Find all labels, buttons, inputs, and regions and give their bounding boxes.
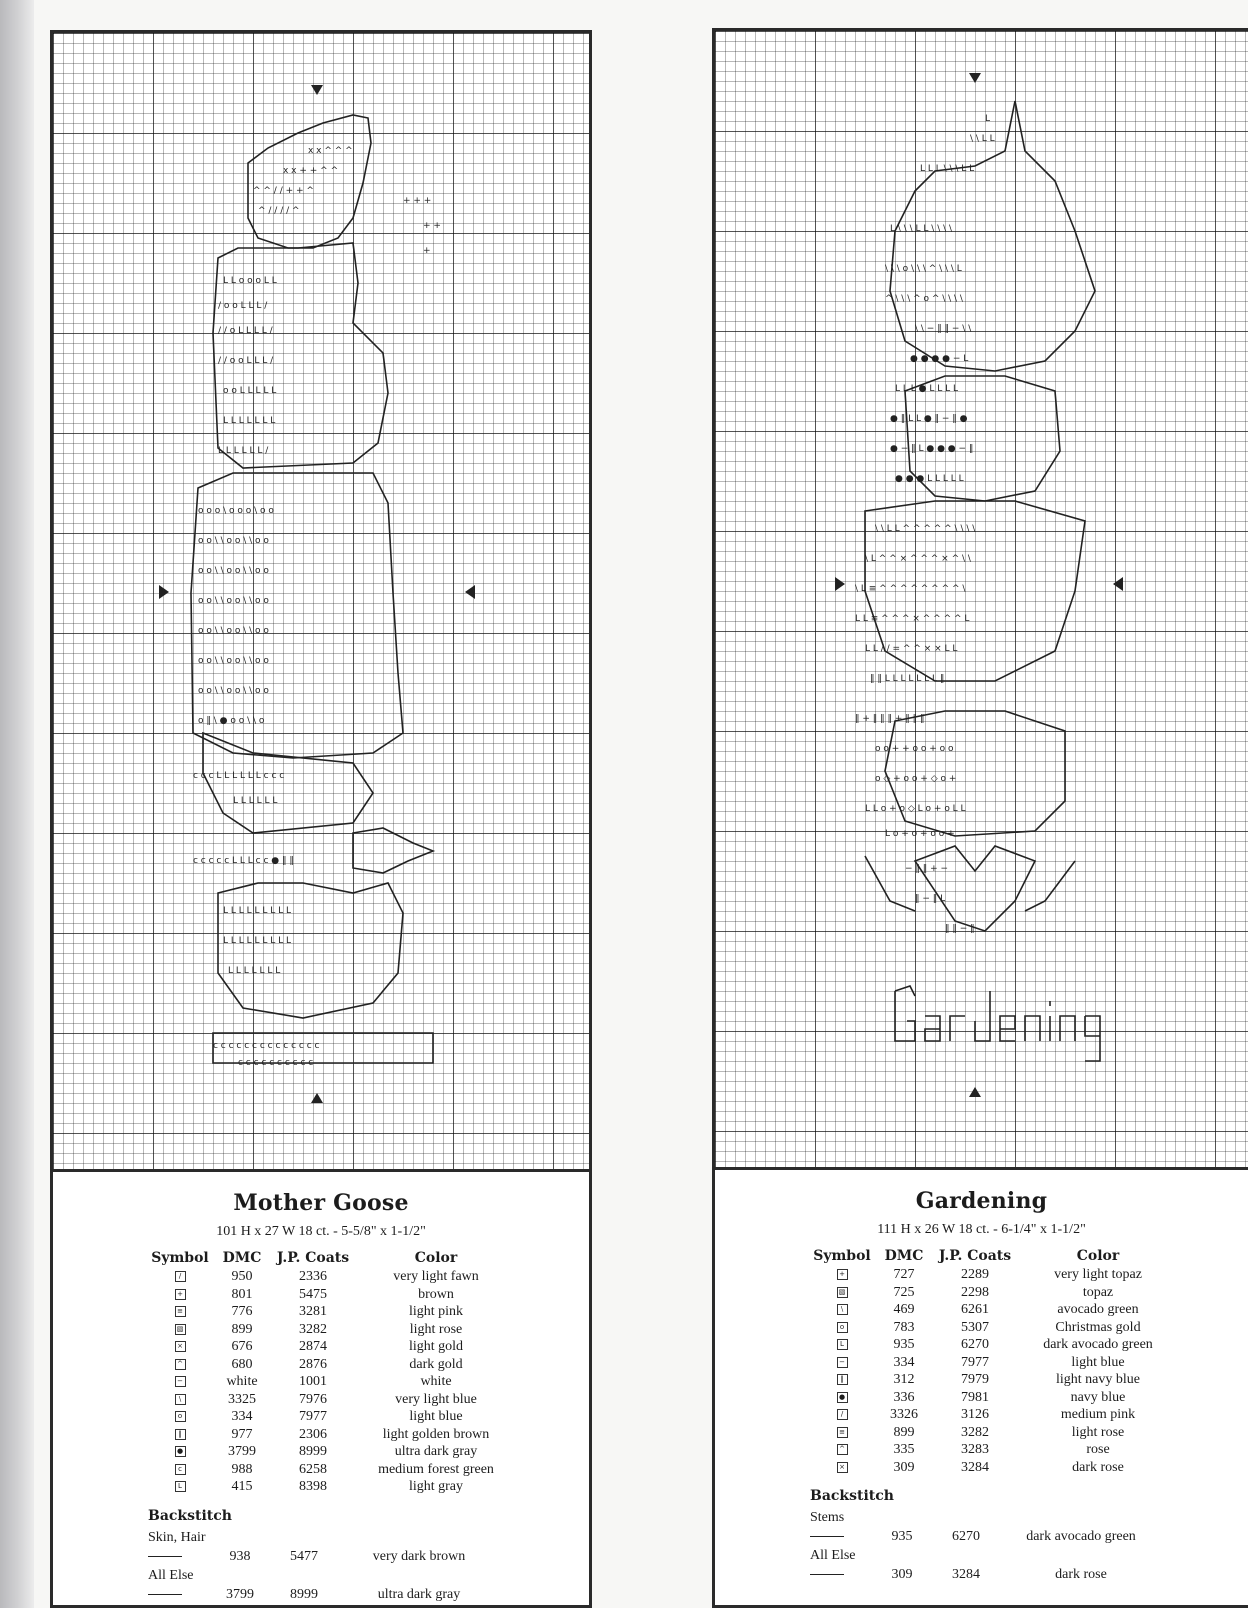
- svg-text:o o L L L L L: o o L L L L L: [223, 386, 277, 396]
- legend-row: [807, 1389, 1177, 1407]
- svg-text:‖ ‖ − ‖: ‖ ‖ − ‖: [945, 924, 975, 934]
- chart-specs: 111 H x 26 W 18 ct. - 6-1/4" x 1-1/2": [877, 1222, 1086, 1237]
- backstitch-line-icon: [810, 1574, 844, 1575]
- backstitch-line-icon: [148, 1556, 182, 1557]
- legend-row: [807, 1371, 1177, 1389]
- legend-dmc: 977: [231, 1426, 253, 1442]
- svg-text:c c c c c L L L c c ● ‖ ‖: c c c c c L L L c c ● ‖ ‖: [193, 856, 294, 866]
- svg-text:+ +: + +: [423, 221, 441, 231]
- legend-jp-coats: 3281: [299, 1304, 327, 1319]
- legend-row: [807, 1459, 1177, 1477]
- legend-color: light rose: [1071, 1424, 1125, 1440]
- svg-text:/ / o L L L L /: / / o L L L L /: [218, 326, 273, 336]
- legend-row: [807, 1319, 1177, 1337]
- stitch-symbol-icon: ^: [837, 1444, 848, 1455]
- svg-text:● − ‖ L ● ● ● − ‖: ● − ‖ L ● ● ● − ‖: [890, 444, 974, 454]
- chart-title: Mother Goose: [233, 1190, 409, 1216]
- legend-dmc: 334: [893, 1354, 915, 1370]
- gardening-stitch-grid: [715, 31, 1248, 1167]
- backstitch-jp: 6270: [952, 1529, 980, 1544]
- legend-symbol-cell: [145, 1478, 215, 1496]
- header-symbol: Symbol: [813, 1248, 871, 1264]
- legend-symbol-cell: [145, 1303, 215, 1321]
- legend-row: [145, 1268, 515, 1286]
- legend-color: dark avocado green: [1043, 1337, 1153, 1352]
- legend-dmc: 3326: [890, 1407, 918, 1422]
- backstitch-row: [148, 1547, 589, 1566]
- legend-jp-coats: 7976: [299, 1391, 327, 1407]
- legend-symbol-cell: [145, 1391, 215, 1409]
- bonnet-outline: [248, 115, 371, 248]
- mother-goose-chart-panel: [50, 30, 592, 1608]
- legend-color: dark gold: [409, 1356, 463, 1372]
- legend-symbol-cell: [807, 1284, 877, 1302]
- stitch-symbol-icon: −: [175, 1376, 186, 1387]
- legend-row: [807, 1301, 1177, 1319]
- stitch-symbol-icon: ^: [175, 1359, 186, 1370]
- stitch-symbols: [855, 114, 995, 934]
- backstitch-dmc: 935: [891, 1529, 913, 1544]
- legend-symbol-cell: [145, 1408, 215, 1426]
- backstitch-color: dark avocado green: [1026, 1529, 1136, 1544]
- legend-color: topaz: [1082, 1284, 1114, 1300]
- svg-text:o o \ \ o o \ \ o o: o o \ \ o o \ \ o o: [198, 536, 269, 546]
- svg-text:− ‖ ‖ + −: − ‖ ‖ + −: [905, 864, 949, 874]
- legend-symbol-cell: [807, 1406, 877, 1424]
- stitch-symbol-icon: \: [837, 1304, 848, 1315]
- legend-jp-coats: 6270: [961, 1337, 989, 1352]
- svg-text:+: +: [423, 246, 431, 256]
- legend-jp-coats: 2306: [299, 1426, 327, 1442]
- legend-jp-coats: 8398: [299, 1479, 327, 1494]
- legend-symbol-cell: [807, 1354, 877, 1372]
- legend-row: [145, 1286, 515, 1304]
- svg-text:x x ^ ^ ^: x x ^ ^ ^: [308, 146, 353, 156]
- legend-jp-coats: 7979: [961, 1372, 989, 1387]
- svg-text:L \ \ \ L L \ \ \ \: L \ \ \ L L \ \ \ \: [890, 224, 953, 234]
- backstitch-group-label: Skin, Hair: [148, 1529, 206, 1545]
- stitch-symbol-icon: ≡: [175, 1306, 186, 1317]
- stitch-symbol-icon: ▧: [837, 1287, 848, 1298]
- chart-specs: 101 H x 27 W 18 ct. - 5-5/8" x 1-1/2": [216, 1224, 426, 1239]
- svg-text:L L L ● L L L L: L L L ● L L L L: [895, 384, 958, 394]
- legend-row: [145, 1303, 515, 1321]
- legend-dmc: 3325: [228, 1391, 256, 1407]
- svg-text:x x + + ^ ^: x x + + ^ ^: [283, 166, 339, 176]
- legend-jp-coats: 3282: [299, 1321, 327, 1337]
- backstitch-color: dark rose: [1055, 1567, 1107, 1582]
- legend-row: [807, 1441, 1177, 1459]
- legend-dmc: 801: [231, 1286, 253, 1302]
- mother-goose-stitch-grid: [53, 33, 589, 1169]
- legend-row: [145, 1443, 515, 1461]
- svg-text:L L L \ \ \ L L: L L L \ \ \ L L: [920, 164, 975, 174]
- stitch-symbol-icon: +: [837, 1269, 848, 1280]
- legend-row: [145, 1426, 515, 1444]
- backstitch-dmc: 938: [229, 1548, 251, 1564]
- backstitch-row: [810, 1565, 1248, 1584]
- legend-dmc: 334: [231, 1409, 253, 1424]
- backstitch-group-label: All Else: [148, 1567, 194, 1583]
- stitch-symbol-icon: o: [175, 1411, 186, 1422]
- svg-text:\ L ^ ^ × ^ ^ ^ × ^ \ \: \ L ^ ^ × ^ ^ ^ × ^ \ \: [865, 554, 971, 564]
- gardening-chart-panel: [712, 28, 1248, 1608]
- legend-jp-coats: 7977: [961, 1354, 989, 1370]
- legend-jp-coats: 6258: [299, 1461, 327, 1477]
- legend-color: Christmas gold: [1055, 1319, 1141, 1335]
- legend-jp-coats: 1001: [299, 1374, 327, 1389]
- svg-text:c c c c c c c c c c c c c c: c c c c c c c c c c c c c c: [213, 1041, 320, 1051]
- legend-row: [145, 1478, 515, 1496]
- legend-dmc: 776: [231, 1304, 253, 1319]
- svg-text:\ \ − ‖ ‖ − \ \: \ \ − ‖ ‖ − \ \: [915, 324, 972, 334]
- svg-text:● ● ● ● − L: ● ● ● ● − L: [910, 354, 969, 364]
- goose-head-outline: [353, 828, 433, 873]
- stitch-symbol-icon: \: [175, 1394, 186, 1405]
- stitch-symbol-icon: ≡: [837, 1427, 848, 1438]
- legend-jp-coats: 2874: [299, 1339, 327, 1354]
- svg-text:L o + o + o o +: L o + o + o o +: [885, 829, 955, 839]
- color-legend-table: [145, 1246, 515, 1496]
- svg-text:‖ − ‖ L: ‖ − ‖ L: [915, 894, 946, 904]
- legend-row: [145, 1373, 515, 1391]
- legend-jp-coats: 2336: [299, 1269, 327, 1284]
- legend-dmc: 727: [893, 1267, 915, 1282]
- stems-outline: [915, 846, 1035, 931]
- book-binding-shadow: [0, 0, 34, 1608]
- svg-text:o o \ \ o o \ \ o o: o o \ \ o o \ \ o o: [198, 596, 269, 606]
- legend-color: light rose: [409, 1321, 463, 1337]
- legend-dmc: 950: [231, 1269, 253, 1284]
- stitch-symbol-icon: /: [175, 1271, 186, 1282]
- legend-symbol-cell: [807, 1319, 877, 1337]
- goose-outline: [218, 883, 403, 1018]
- legend-jp-coats: 2876: [299, 1356, 327, 1372]
- backstitch-group-label: All Else: [810, 1548, 856, 1563]
- stitch-symbol-icon: ×: [837, 1462, 848, 1473]
- legend-color: light gray: [408, 1479, 464, 1494]
- svg-text:^ \ \ \ ^ o ^ \ \ \ \: ^ \ \ \ ^ o ^ \ \ \ \: [885, 294, 963, 304]
- legend-row: [807, 1266, 1177, 1284]
- svg-text:\ \ L L: \ \ L L: [970, 134, 995, 144]
- svg-text:L L / / = ^ ^ × × L L: L L / / = ^ ^ × × L L: [865, 644, 958, 654]
- legend-jp-coats: 6261: [961, 1302, 989, 1317]
- legend-jp-coats: 5307: [961, 1319, 989, 1335]
- stitch-symbol-icon: ‖: [175, 1429, 186, 1440]
- stitch-symbol-icon: L: [837, 1339, 848, 1350]
- legend-dmc: 469: [893, 1302, 915, 1317]
- legend-jp-coats: 3126: [961, 1407, 989, 1422]
- svg-text:o ◇ + o o + ◇ o +: o ◇ + o o + ◇ o +: [875, 774, 957, 784]
- legend-color: very light topaz: [1054, 1267, 1142, 1282]
- legend-row: [145, 1408, 515, 1426]
- svg-text:L L o + o ◇ L o + o L L: L L o + o ◇ L o + o L L: [865, 804, 966, 814]
- legend-row: [145, 1338, 515, 1356]
- svg-text:o o \ \ o o \ \ o o: o o \ \ o o \ \ o o: [198, 656, 269, 666]
- svg-text:‖ ‖ L L L L L L L ‖: ‖ ‖ L L L L L L L ‖: [870, 674, 945, 684]
- header-jp-coats: J.P. Coats: [938, 1248, 1012, 1264]
- svg-text:^ ^ / / + + ^: ^ ^ / / + + ^: [253, 186, 314, 196]
- svg-text:c c c c c c c c c c: c c c c c c c c c c: [238, 1058, 314, 1068]
- legend-symbol-cell: [145, 1321, 215, 1339]
- legend-symbol-cell: [145, 1268, 215, 1286]
- stitch-symbol-icon: ●: [175, 1446, 186, 1457]
- color-legend-table: [807, 1244, 1177, 1476]
- legend-dmc: 309: [893, 1459, 915, 1475]
- header-dmc: DMC: [222, 1250, 262, 1266]
- legend-jp-coats: 5475: [299, 1286, 327, 1302]
- stitch-symbol-icon: ‖: [837, 1374, 848, 1385]
- backstitch-dmc: 3799: [226, 1586, 254, 1602]
- legend-dmc: 935: [893, 1337, 915, 1352]
- legend-color: medium pink: [1060, 1407, 1136, 1422]
- legend-symbol-cell: [145, 1373, 215, 1391]
- legend-dmc: 988: [231, 1461, 253, 1477]
- svg-text:● ‖ L L ● ‖ − ‖ ●: ● ‖ L L ● ‖ − ‖ ●: [890, 414, 968, 424]
- backstitch-line-icon: [148, 1594, 182, 1595]
- svg-text:L: L: [985, 114, 991, 124]
- legend-row: [807, 1354, 1177, 1372]
- legend-dmc: 415: [231, 1479, 253, 1494]
- legend-color: light blue: [409, 1409, 463, 1424]
- legend-color: light pink: [408, 1304, 464, 1319]
- center-markers: [159, 85, 475, 1103]
- backstitch-jp: 8999: [290, 1586, 318, 1602]
- legend-symbol-cell: [145, 1286, 215, 1304]
- mother-goose-color-key: [53, 1169, 589, 1605]
- legend-row: [145, 1356, 515, 1374]
- stitch-symbol-icon: L: [175, 1481, 186, 1492]
- legend-symbol-cell: [145, 1426, 215, 1444]
- svg-text:L L o o o L L: L L o o o L L: [223, 276, 277, 286]
- svg-text:o ‖ \ ● o o \ \ o: o ‖ \ ● o o \ \ o: [198, 716, 265, 726]
- backstitch-dmc: 309: [891, 1567, 913, 1582]
- legend-row: [145, 1321, 515, 1339]
- legend-jp-coats: 2289: [961, 1267, 989, 1282]
- stitch-symbol-icon: o: [837, 1322, 848, 1333]
- legend-jp-coats: 2298: [961, 1284, 989, 1300]
- backstitch-color: ultra dark gray: [377, 1586, 461, 1602]
- svg-text:+ + +: + + +: [403, 196, 432, 206]
- svg-text:L L L L L L /: L L L L L L /: [218, 446, 269, 456]
- legend-symbol-cell: [145, 1461, 215, 1479]
- gardening-pattern: [715, 31, 1248, 1167]
- backstitch-color: very dark brown: [372, 1548, 466, 1564]
- stitch-symbol-icon: ●: [837, 1392, 848, 1403]
- stitch-symbol-icon: /: [837, 1409, 848, 1420]
- svg-text:^ / / / / ^: ^ / / / / ^: [258, 206, 300, 216]
- legend-dmc: 680: [231, 1356, 253, 1372]
- legend-row: [807, 1424, 1177, 1442]
- legend-jp-coats: 3282: [961, 1424, 989, 1440]
- legend-color: light gold: [408, 1339, 464, 1354]
- legend-row: [807, 1284, 1177, 1302]
- legend-jp-coats: 8999: [299, 1444, 327, 1459]
- svg-text:c c c L L L L L L c c c: c c c L L L L L L c c c: [193, 771, 285, 781]
- stitch-symbol-icon: ×: [175, 1341, 186, 1352]
- svg-text:o o + + o o + o o: o o + + o o + o o: [875, 744, 954, 754]
- legend-row: [145, 1461, 515, 1479]
- gardening-lettering-art: [895, 986, 1100, 1061]
- apron-outline: [203, 733, 373, 833]
- legend-dmc: white: [226, 1374, 258, 1389]
- legend-row: [807, 1406, 1177, 1424]
- legend-symbol-cell: [807, 1301, 877, 1319]
- legend-color: light navy blue: [1056, 1372, 1140, 1387]
- stitch-symbol-icon: c: [175, 1464, 186, 1475]
- legend-jp-coats: 7977: [299, 1409, 327, 1424]
- legend-symbol-cell: [145, 1356, 215, 1374]
- legend-dmc: 335: [893, 1442, 915, 1457]
- header-color: Color: [414, 1250, 458, 1266]
- legend-color: brown: [418, 1286, 454, 1302]
- header-symbol: Symbol: [151, 1250, 209, 1266]
- svg-text:L L L L L L: L L L L L L: [233, 796, 278, 806]
- svg-text:\ L ≡ ^ ^ ^ ^ ^ ^ ^ ^ \: \ L ≡ ^ ^ ^ ^ ^ ^ ^ ^ \: [855, 584, 966, 594]
- stitch-symbol-icon: −: [837, 1357, 848, 1368]
- legend-dmc: 899: [231, 1321, 253, 1337]
- legend-symbol-cell: [807, 1389, 877, 1407]
- backstitch-heading: Backstitch: [148, 1507, 232, 1524]
- legend-dmc: 783: [893, 1319, 915, 1335]
- legend-symbol-cell: [807, 1336, 877, 1354]
- backstitch-jp: 5477: [290, 1548, 318, 1564]
- stitch-symbols: [193, 146, 441, 1068]
- legend-jp-coats: 3284: [961, 1459, 989, 1475]
- legend-dmc: 725: [893, 1284, 915, 1300]
- backstitch-jp: 3284: [952, 1567, 980, 1582]
- legend-symbol-cell: [807, 1441, 877, 1459]
- legend-dmc: 899: [893, 1424, 915, 1440]
- legend-symbol-cell: [807, 1371, 877, 1389]
- svg-text:L L L L L L L: L L L L L L L: [223, 416, 276, 426]
- svg-text:L L L L L L L L L: L L L L L L L L L: [223, 906, 292, 916]
- backstitch-row: [810, 1527, 1248, 1546]
- mother-goose-pattern: [53, 33, 589, 1169]
- svg-text:\ \ L L ^ ^ ^ ^ ^ \ \ \ \: \ \ L L ^ ^ ^ ^ ^ \ \ \ \: [875, 524, 976, 534]
- legend-dmc: 312: [893, 1372, 915, 1387]
- legend-symbol-cell: [145, 1443, 215, 1461]
- svg-text:o o \ \ o o \ \ o o: o o \ \ o o \ \ o o: [198, 626, 269, 636]
- legend-symbol-cell: [807, 1459, 877, 1477]
- backstitch-heading: Backstitch: [810, 1488, 894, 1504]
- backstitch-line-icon: [810, 1536, 844, 1537]
- svg-text:o o \ \ o o \ \ o o: o o \ \ o o \ \ o o: [198, 686, 269, 696]
- legend-row: [145, 1391, 515, 1409]
- svg-text:● ● ● L L L L L: ● ● ● L L L L L: [895, 474, 964, 484]
- legend-color: navy blue: [1070, 1389, 1126, 1405]
- svg-text:o o o \ o o o \ o o: o o o \ o o o \ o o: [198, 506, 274, 516]
- legend-color: dark rose: [1072, 1459, 1124, 1475]
- legend-color: medium forest green: [378, 1461, 494, 1477]
- legend-color: avocado green: [1057, 1302, 1139, 1317]
- legend-symbol-cell: [145, 1338, 215, 1356]
- stitch-symbol-icon: ▧: [175, 1324, 186, 1335]
- svg-text:o o \ \ o o \ \ o o: o o \ \ o o \ \ o o: [198, 566, 269, 576]
- svg-text:L L L L L L L L L: L L L L L L L L L: [223, 936, 292, 946]
- svg-text:‖ + ‖ ‖ ‖ + ‖ ‖ ‖: ‖ + ‖ ‖ ‖ + ‖ ‖ ‖: [855, 714, 925, 724]
- gardening-color-key: [715, 1167, 1248, 1605]
- legend-color: light golden brown: [382, 1426, 490, 1442]
- header-dmc: DMC: [884, 1248, 924, 1264]
- legend-color: white: [420, 1374, 452, 1389]
- legend-row: [807, 1336, 1177, 1354]
- legend-dmc: 676: [231, 1339, 253, 1354]
- legend-color: ultra dark gray: [394, 1444, 478, 1459]
- legend-dmc: 336: [893, 1389, 915, 1405]
- legend-jp-coats: 7981: [961, 1389, 989, 1405]
- legend-symbol-cell: [807, 1266, 877, 1284]
- header-color: Color: [1076, 1248, 1120, 1264]
- chart-title: Gardening: [915, 1188, 1048, 1214]
- legend-color: light blue: [1071, 1354, 1125, 1370]
- svg-text:\ \ \ o \ \ \ ^ \ \ \ L: \ \ \ o \ \ \ ^ \ \ \ L: [885, 264, 962, 274]
- legend-color: very light blue: [395, 1391, 477, 1407]
- legend-dmc: 3799: [228, 1444, 256, 1459]
- stitch-symbol-icon: +: [175, 1289, 186, 1300]
- backstitch-group-label: Stems: [810, 1510, 845, 1525]
- legend-symbol-cell: [807, 1424, 877, 1442]
- svg-text:L L L L L L L: L L L L L L L: [228, 966, 281, 976]
- legend-jp-coats: 3283: [961, 1442, 989, 1457]
- header-jp-coats: J.P. Coats: [276, 1250, 350, 1266]
- svg-text:/ / o o L L L /: / / o o L L L /: [218, 356, 274, 366]
- svg-text:L L ≡ ^ ^ ^ × ^ ^ ^ ^ L: L L ≡ ^ ^ ^ × ^ ^ ^ ^ L: [855, 614, 970, 624]
- backstitch-row: [148, 1585, 589, 1604]
- legend-color: very light fawn: [393, 1269, 479, 1284]
- svg-text:/ o o L L L /: / o o L L L /: [218, 301, 268, 311]
- stem-right: [1025, 861, 1075, 911]
- legend-color: rose: [1086, 1442, 1110, 1457]
